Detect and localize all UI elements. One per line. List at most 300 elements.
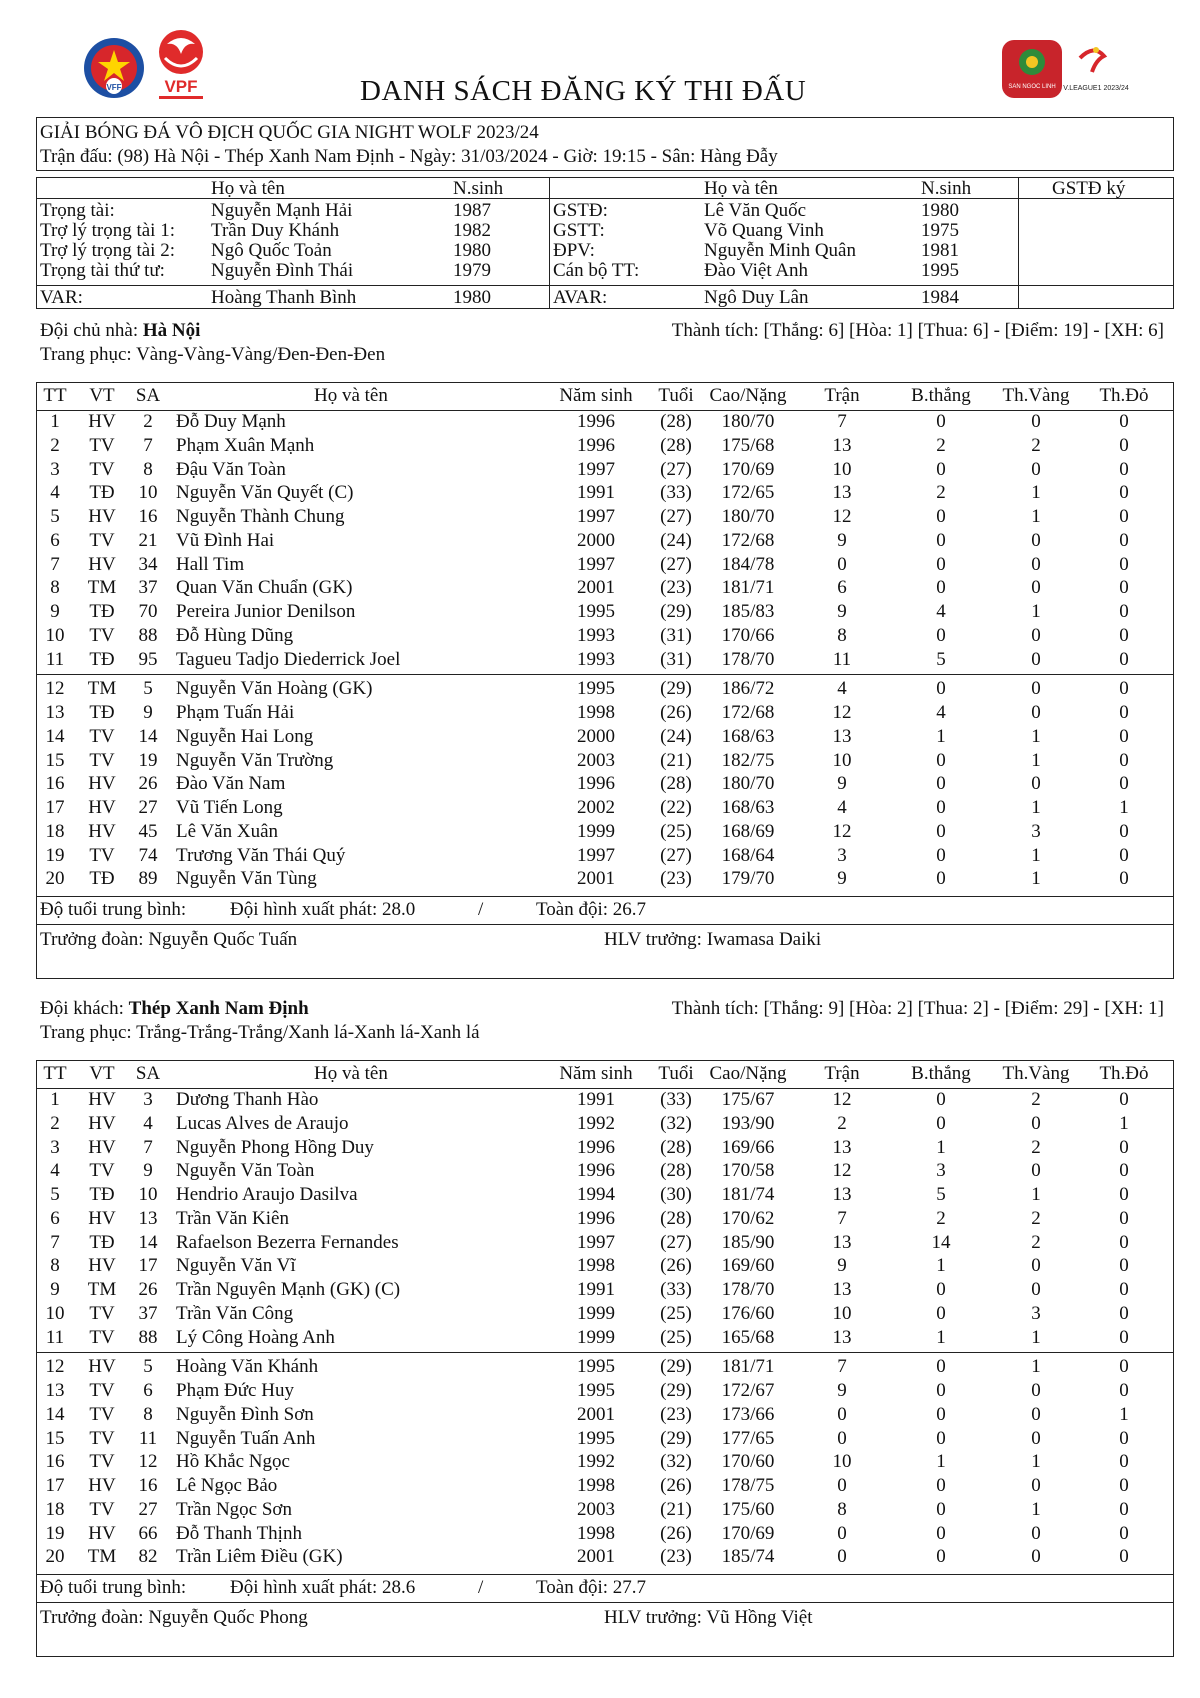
away-record: Thành tích: [Thắng: 9] [Hòa: 2] [Thua: 2] - [Điểm: 29] - [XH: 1] bbox=[671, 998, 1164, 1019]
player-cell: 12 bbox=[832, 506, 852, 527]
player-cell: 4 bbox=[143, 1112, 153, 1134]
player-cell: 0 bbox=[1119, 1279, 1129, 1300]
column-header: TT bbox=[43, 1063, 67, 1084]
player-cell: 0 bbox=[1031, 648, 1041, 670]
column-header: VT bbox=[89, 385, 115, 406]
player-cell: 19 bbox=[138, 749, 158, 771]
player-cell: 0 bbox=[1119, 1380, 1129, 1401]
player-cell: (28) bbox=[660, 411, 692, 432]
player-cell: 9 bbox=[837, 1255, 847, 1277]
player-cell: Nguyễn Văn Quyết (C) bbox=[176, 482, 354, 504]
home-team-name: Hà Nội bbox=[142, 320, 201, 341]
player-cell: (33) bbox=[660, 482, 692, 504]
player-cell: Nguyễn Đình Sơn bbox=[176, 1403, 314, 1425]
player-cell: 185/83 bbox=[721, 601, 775, 622]
player-cell: 168/63 bbox=[721, 725, 775, 747]
official-name: Nguyễn Mạnh Hải bbox=[211, 200, 353, 221]
player-cell: Lê Văn Xuân bbox=[176, 820, 279, 842]
player-cell: Nguyễn Phong Hồng Duy bbox=[176, 1136, 374, 1158]
player-cell: Phạm Xuân Mạnh bbox=[176, 434, 315, 456]
player-cell: 0 bbox=[1031, 529, 1041, 551]
column-header: VT bbox=[89, 1063, 115, 1084]
player-cell: Trần Nguyên Mạnh (GK) (C) bbox=[176, 1279, 401, 1300]
player-cell: 10 bbox=[138, 1184, 158, 1205]
player-cell: 1996 bbox=[577, 1136, 615, 1158]
player-cell: HV bbox=[88, 820, 116, 842]
player-cell: 0 bbox=[1119, 1089, 1129, 1110]
player-cell: (22) bbox=[660, 797, 692, 818]
column-header: SA bbox=[135, 1063, 161, 1084]
player-cell: 7 bbox=[143, 434, 153, 456]
player-cell: 11 bbox=[138, 1427, 158, 1449]
player-cell: 5 bbox=[936, 648, 946, 670]
player-cell: 9 bbox=[837, 601, 847, 622]
player-cell: 1 bbox=[1031, 1498, 1041, 1520]
player-cell: 1996 bbox=[577, 411, 615, 432]
player-cell: Vũ Tiến Long bbox=[176, 797, 283, 818]
player-cell: 16 bbox=[45, 773, 65, 795]
official-role: GSTT: bbox=[553, 220, 605, 241]
player-cell: Trần Liêm Điều (GK) bbox=[176, 1546, 343, 1568]
vpf-logo-text: VPF bbox=[164, 77, 198, 96]
player-cell: Nguyễn Văn Toàn bbox=[176, 1160, 315, 1182]
player-cell: 0 bbox=[936, 773, 946, 795]
player-cell: 0 bbox=[936, 1356, 946, 1378]
official-year: 1979 bbox=[453, 260, 491, 281]
player-cell: 12 bbox=[45, 678, 65, 700]
player-cell: 13 bbox=[832, 1326, 852, 1348]
player-cell: 0 bbox=[1031, 678, 1041, 700]
player-cell: HV bbox=[88, 1356, 116, 1378]
player-cell: 0 bbox=[1031, 1112, 1041, 1134]
player-cell: 9 bbox=[837, 868, 847, 890]
player-cell: (28) bbox=[660, 1136, 692, 1158]
player-cell: 18 bbox=[45, 820, 65, 842]
player-cell: Tagueu Tadjo Diederrick Joel bbox=[176, 648, 401, 670]
official-role: Trợ lý trọng tài 2: bbox=[40, 240, 175, 261]
player-cell: 82 bbox=[138, 1546, 158, 1568]
player-cell: 1 bbox=[1119, 1112, 1129, 1134]
player-cell: 2002 bbox=[577, 797, 615, 818]
player-cell: 17 bbox=[45, 1475, 65, 1496]
player-cell: 0 bbox=[936, 1475, 946, 1496]
player-cell: 0 bbox=[1119, 648, 1129, 670]
player-cell: 0 bbox=[936, 1546, 946, 1568]
player-cell: Trần Ngọc Sơn bbox=[176, 1498, 292, 1520]
player-cell: 2001 bbox=[577, 1546, 615, 1568]
player-cell: 1 bbox=[1031, 1184, 1041, 1205]
player-cell: TĐ bbox=[89, 702, 115, 723]
player-cell: Nguyễn Văn Trường bbox=[176, 749, 334, 771]
player-cell: 0 bbox=[1119, 1356, 1129, 1378]
player-cell: 0 bbox=[936, 1522, 946, 1544]
player-cell: 20 bbox=[45, 1546, 65, 1568]
player-cell: 2000 bbox=[577, 725, 615, 747]
player-cell: TĐ bbox=[89, 601, 115, 622]
player-cell: 1991 bbox=[577, 482, 615, 504]
column-header: Trận bbox=[824, 385, 860, 406]
player-cell: 0 bbox=[1031, 1522, 1041, 1544]
player-cell: 4 bbox=[936, 601, 946, 622]
player-cell: HV bbox=[88, 1207, 116, 1229]
player-cell: (30) bbox=[660, 1184, 692, 1205]
officials-right-col-name: Họ và tên bbox=[704, 178, 778, 199]
player-cell: 27 bbox=[138, 797, 158, 818]
player-cell: 180/70 bbox=[721, 411, 775, 432]
player-cell: 9 bbox=[50, 1279, 60, 1300]
player-cell: 172/68 bbox=[721, 529, 775, 551]
player-cell: Đỗ Duy Mạnh bbox=[176, 411, 286, 432]
player-cell: 172/65 bbox=[721, 482, 775, 504]
player-cell: 7 bbox=[50, 553, 60, 575]
player-cell: 175/68 bbox=[721, 434, 775, 456]
player-cell: 20 bbox=[45, 868, 65, 890]
player-cell: 0 bbox=[1031, 1403, 1041, 1425]
player-cell: HV bbox=[88, 1522, 116, 1544]
player-cell: 0 bbox=[1031, 1546, 1041, 1568]
player-cell: 8 bbox=[837, 1498, 847, 1520]
player-cell: 13 bbox=[832, 434, 852, 456]
player-cell: (26) bbox=[660, 702, 692, 723]
player-cell: 181/71 bbox=[721, 1356, 775, 1378]
player-cell: 0 bbox=[936, 1112, 946, 1134]
player-cell: Nguyễn Văn Tùng bbox=[176, 868, 317, 890]
player-cell: 193/90 bbox=[721, 1112, 775, 1134]
player-cell: 3 bbox=[50, 1136, 60, 1158]
player-cell: 2001 bbox=[577, 1403, 615, 1425]
player-cell: TM bbox=[87, 577, 117, 599]
player-cell: 1998 bbox=[577, 702, 615, 723]
player-cell: 14 bbox=[45, 1403, 65, 1425]
player-cell: 0 bbox=[1119, 1522, 1129, 1544]
official-year: 1980 bbox=[453, 240, 491, 261]
player-cell: (32) bbox=[660, 1451, 692, 1473]
player-cell: (24) bbox=[660, 725, 692, 747]
player-cell: 1997 bbox=[577, 553, 615, 575]
player-cell: 178/70 bbox=[721, 1279, 775, 1300]
player-cell: 0 bbox=[1119, 553, 1129, 575]
player-cell: (28) bbox=[660, 1207, 692, 1229]
player-cell: 3 bbox=[50, 458, 60, 480]
player-cell: 177/65 bbox=[721, 1427, 775, 1449]
player-cell: 1996 bbox=[577, 1207, 615, 1229]
official-role: ĐPV: bbox=[553, 240, 595, 261]
vleague-logo bbox=[1000, 38, 1130, 100]
official-role: AVAR: bbox=[553, 287, 608, 308]
player-cell: 0 bbox=[1031, 773, 1041, 795]
column-header: B.thắng bbox=[911, 1063, 971, 1084]
player-cell: 0 bbox=[936, 1403, 946, 1425]
player-cell: 1995 bbox=[577, 678, 615, 700]
player-cell: 13 bbox=[45, 702, 65, 723]
player-cell: TĐ bbox=[89, 482, 115, 504]
official-role: Cán bộ TT: bbox=[553, 260, 640, 281]
player-cell: 0 bbox=[1031, 1475, 1041, 1496]
player-cell: 0 bbox=[1031, 1255, 1041, 1277]
player-cell: 170/66 bbox=[721, 624, 775, 646]
player-cell: 37 bbox=[138, 577, 158, 599]
player-cell: (28) bbox=[660, 434, 692, 456]
player-cell: 0 bbox=[1119, 820, 1129, 842]
player-cell: (28) bbox=[660, 773, 692, 795]
player-cell: 170/58 bbox=[721, 1160, 775, 1182]
player-cell: 1 bbox=[1031, 601, 1041, 622]
player-cell: 1 bbox=[50, 411, 60, 432]
player-cell: 0 bbox=[837, 1522, 847, 1544]
player-cell: 19 bbox=[45, 1522, 65, 1544]
player-cell: (26) bbox=[660, 1255, 692, 1277]
player-cell: 27 bbox=[138, 1498, 158, 1520]
player-cell: 1999 bbox=[577, 1302, 615, 1324]
player-cell: 9 bbox=[143, 1160, 153, 1182]
player-cell: 10 bbox=[138, 482, 158, 504]
player-cell: (29) bbox=[660, 1356, 692, 1378]
player-cell: Lucas Alves de Araujo bbox=[176, 1112, 349, 1134]
player-cell: HV bbox=[88, 1089, 116, 1110]
player-cell: 88 bbox=[138, 1326, 158, 1348]
player-cell: 0 bbox=[1031, 702, 1041, 723]
player-cell: 0 bbox=[1119, 1546, 1129, 1568]
player-cell: 0 bbox=[1119, 1451, 1129, 1473]
player-cell: 2 bbox=[50, 434, 60, 456]
player-cell: 1 bbox=[936, 1451, 946, 1473]
player-cell: 1999 bbox=[577, 1326, 615, 1348]
player-cell: (25) bbox=[660, 1326, 692, 1348]
player-cell: 37 bbox=[138, 1302, 158, 1324]
player-cell: 13 bbox=[45, 1380, 65, 1401]
player-cell: TV bbox=[89, 1302, 115, 1324]
player-cell: 11 bbox=[45, 1326, 65, 1348]
player-cell: 0 bbox=[837, 553, 847, 575]
player-cell: 0 bbox=[936, 678, 946, 700]
official-name: Nguyễn Minh Quân bbox=[704, 240, 856, 261]
vff-logo bbox=[78, 36, 150, 100]
player-cell: 0 bbox=[1119, 458, 1129, 480]
player-cell: 1 bbox=[1031, 749, 1041, 771]
player-cell: (33) bbox=[660, 1279, 692, 1300]
player-cell: 7 bbox=[50, 1231, 60, 1253]
player-cell: 6 bbox=[837, 577, 847, 599]
official-year: 1995 bbox=[921, 260, 959, 281]
player-cell: 2 bbox=[1031, 1207, 1041, 1229]
player-cell: 3 bbox=[936, 1160, 946, 1182]
player-cell: 0 bbox=[1119, 1498, 1129, 1520]
player-cell: 0 bbox=[1031, 1279, 1041, 1300]
player-cell: 7 bbox=[837, 1356, 847, 1378]
official-role: Trọng tài thứ tư: bbox=[40, 260, 165, 281]
player-cell: Hall Tim bbox=[176, 553, 245, 575]
away-label: Đội khách: bbox=[40, 998, 124, 1019]
player-cell: 14 bbox=[931, 1231, 951, 1253]
player-cell: HV bbox=[88, 553, 116, 575]
officials-left-col-year: N.sinh bbox=[453, 178, 504, 199]
player-cell: 1 bbox=[1031, 1451, 1041, 1473]
player-cell: Lý Công Hoàng Anh bbox=[176, 1326, 335, 1348]
player-cell: 0 bbox=[1119, 482, 1129, 504]
team-manager: Trưởng đoàn: Nguyễn Quốc Tuấn bbox=[40, 929, 298, 950]
player-cell: 1994 bbox=[577, 1184, 615, 1205]
player-cell: 74 bbox=[138, 844, 158, 866]
official-name: Đào Việt Anh bbox=[704, 260, 809, 281]
official-role: GSTĐ: bbox=[553, 200, 608, 221]
official-year: 1984 bbox=[921, 287, 959, 308]
player-cell: 1997 bbox=[577, 458, 615, 480]
player-cell: (29) bbox=[660, 1380, 692, 1401]
player-cell: 13 bbox=[138, 1207, 158, 1229]
player-cell: Đào Văn Nam bbox=[176, 773, 286, 795]
player-cell: TV bbox=[89, 1498, 115, 1520]
vleague-logo-text: V.LEAGUE1 2023/24 bbox=[1063, 85, 1129, 92]
player-cell: 184/78 bbox=[721, 553, 775, 575]
match-info: Trận đấu: (98) Hà Nội - Thép Xanh Nam Định - Ngày: 31/03/2024 - Giờ: 19:15 - Sân: Hàng Đẫy bbox=[40, 146, 778, 167]
player-cell: 180/70 bbox=[721, 506, 775, 527]
avg-age-separator: / bbox=[478, 1577, 484, 1598]
player-cell: 1 bbox=[1031, 797, 1041, 818]
player-cell: 0 bbox=[1119, 1207, 1129, 1229]
player-cell: Phạm Đức Huy bbox=[176, 1380, 294, 1401]
player-cell: 1995 bbox=[577, 1427, 615, 1449]
player-cell: 0 bbox=[1119, 1475, 1129, 1496]
player-cell: 0 bbox=[1119, 1427, 1129, 1449]
player-cell: 1 bbox=[1031, 725, 1041, 747]
player-cell: HV bbox=[88, 1255, 116, 1277]
player-cell: 0 bbox=[936, 749, 946, 771]
player-cell: 1 bbox=[936, 1136, 946, 1158]
player-cell: 11 bbox=[832, 648, 852, 670]
player-cell: TV bbox=[89, 1403, 115, 1425]
column-header: Trận bbox=[824, 1063, 860, 1084]
player-cell: 1 bbox=[1119, 1403, 1129, 1425]
official-name: Nguyễn Đình Thái bbox=[211, 260, 354, 281]
official-role: Trọng tài: bbox=[40, 200, 115, 221]
player-cell: 0 bbox=[936, 1498, 946, 1520]
player-cell: 0 bbox=[1119, 1184, 1129, 1205]
player-cell: 185/74 bbox=[721, 1546, 775, 1568]
player-cell: 3 bbox=[837, 844, 847, 866]
column-header: Họ và tên bbox=[314, 385, 388, 406]
official-name: Hoàng Thanh Bình bbox=[211, 287, 357, 308]
player-cell: (27) bbox=[660, 506, 692, 527]
player-cell: 0 bbox=[936, 820, 946, 842]
player-cell: Nguyễn Văn Vĩ bbox=[176, 1255, 296, 1277]
official-year: 1981 bbox=[921, 240, 959, 261]
player-cell: 5 bbox=[143, 678, 153, 700]
player-cell: 12 bbox=[138, 1451, 158, 1473]
player-cell: 0 bbox=[936, 868, 946, 890]
player-cell: HV bbox=[88, 1475, 116, 1496]
player-cell: 0 bbox=[1119, 773, 1129, 795]
player-cell: 2 bbox=[936, 1207, 946, 1229]
vff-logo-text: VFF bbox=[106, 83, 122, 92]
home-team-label bbox=[40, 320, 200, 342]
player-cell: 1992 bbox=[577, 1451, 615, 1473]
player-cell: TV bbox=[89, 1380, 115, 1401]
player-cell: 0 bbox=[837, 1475, 847, 1496]
player-cell: Đỗ Thanh Thịnh bbox=[176, 1522, 302, 1544]
player-cell: (26) bbox=[660, 1475, 692, 1496]
player-cell: 16 bbox=[138, 1475, 158, 1496]
player-cell: 2001 bbox=[577, 577, 615, 599]
player-cell: Lê Ngọc Bảo bbox=[176, 1475, 278, 1496]
player-cell: 0 bbox=[936, 844, 946, 866]
player-cell: Nguyễn Thành Chung bbox=[176, 506, 345, 527]
player-cell: HV bbox=[88, 506, 116, 527]
player-cell: (29) bbox=[660, 1427, 692, 1449]
player-cell: 180/70 bbox=[721, 773, 775, 795]
player-cell: 1991 bbox=[577, 1089, 615, 1110]
player-cell: 168/69 bbox=[721, 820, 775, 842]
player-cell: 8 bbox=[50, 577, 60, 599]
player-cell: 0 bbox=[1031, 411, 1041, 432]
avg-age-separator: / bbox=[478, 899, 484, 920]
player-cell: 13 bbox=[832, 1136, 852, 1158]
player-cell: HV bbox=[88, 411, 116, 432]
player-cell: 8 bbox=[837, 624, 847, 646]
player-cell: 1991 bbox=[577, 1279, 615, 1300]
player-cell: 0 bbox=[1031, 1160, 1041, 1182]
player-cell: 0 bbox=[936, 411, 946, 432]
player-cell: (23) bbox=[660, 1403, 692, 1425]
player-cell: TM bbox=[87, 678, 117, 700]
player-cell: 176/60 bbox=[721, 1302, 775, 1324]
player-cell: 2000 bbox=[577, 529, 615, 551]
away-kit: Trang phục: Trắng-Trắng-Trắng/Xanh lá-Xanh lá-Xanh lá bbox=[40, 1022, 480, 1043]
player-cell: Đậu Văn Toàn bbox=[176, 458, 286, 480]
player-cell: 2003 bbox=[577, 749, 615, 771]
player-cell: 9 bbox=[837, 529, 847, 551]
player-cell: 9 bbox=[143, 702, 153, 723]
player-cell: TV bbox=[89, 1160, 115, 1182]
player-cell: 16 bbox=[138, 506, 158, 527]
official-year: 1980 bbox=[921, 200, 959, 221]
sponsor-logo-text: SAN NGOC LINH bbox=[1008, 84, 1056, 90]
official-role: Trợ lý trọng tài 1: bbox=[40, 220, 175, 241]
player-cell: 12 bbox=[832, 702, 852, 723]
player-cell: TV bbox=[89, 749, 115, 771]
player-cell: Quan Văn Chuẩn (GK) bbox=[176, 577, 353, 599]
player-cell: 0 bbox=[936, 1427, 946, 1449]
player-cell: 175/67 bbox=[721, 1089, 775, 1110]
player-cell: 168/64 bbox=[721, 844, 775, 866]
player-cell: 1 bbox=[936, 725, 946, 747]
player-cell: 0 bbox=[936, 506, 946, 527]
player-cell: 12 bbox=[832, 820, 852, 842]
player-cell: (27) bbox=[660, 553, 692, 575]
avg-age-label: Độ tuổi trung bình: bbox=[40, 899, 187, 920]
player-cell: TV bbox=[89, 529, 115, 551]
player-cell: TV bbox=[89, 844, 115, 866]
player-cell: 0 bbox=[1119, 1326, 1129, 1348]
player-cell: 10 bbox=[45, 624, 65, 646]
player-cell: TV bbox=[89, 458, 115, 480]
player-cell: 5 bbox=[143, 1356, 153, 1378]
player-cell: (32) bbox=[660, 1112, 692, 1134]
player-cell: 13 bbox=[832, 482, 852, 504]
player-cell: 2003 bbox=[577, 1498, 615, 1520]
column-header: Th.Vàng bbox=[1002, 385, 1070, 406]
player-cell: TĐ bbox=[89, 1231, 115, 1253]
player-cell: 6 bbox=[50, 529, 60, 551]
player-cell: 178/70 bbox=[721, 648, 775, 670]
player-cell: (26) bbox=[660, 1522, 692, 1544]
player-cell: 0 bbox=[1119, 529, 1129, 551]
player-cell: 0 bbox=[1119, 702, 1129, 723]
player-cell: 21 bbox=[138, 529, 158, 551]
player-cell: (21) bbox=[660, 749, 692, 771]
player-cell: Hồ Khắc Ngọc bbox=[176, 1451, 290, 1473]
player-cell: HV bbox=[88, 1112, 116, 1134]
player-cell: 11 bbox=[45, 648, 65, 670]
